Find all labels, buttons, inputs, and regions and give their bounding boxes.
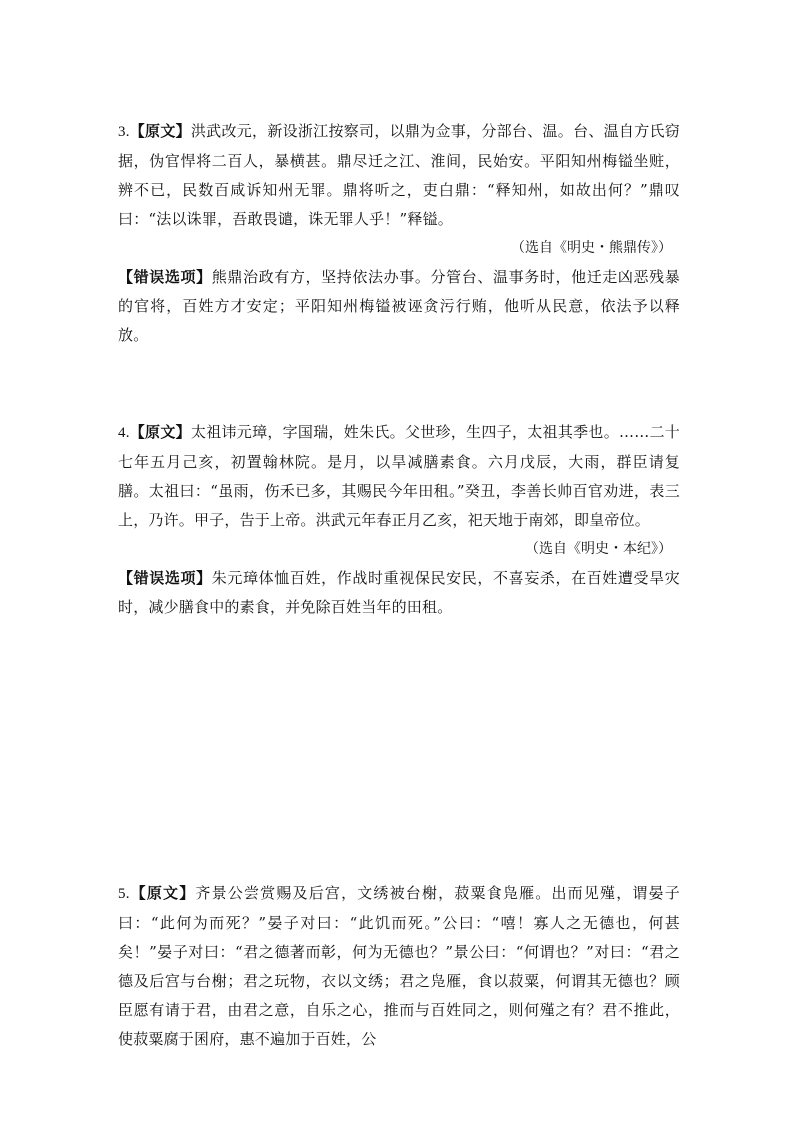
wrong-option-label: 【错误选项】	[118, 268, 212, 286]
question-number: 3.	[118, 124, 130, 140]
original-text: 太祖讳元璋，字国瑞，姓朱氏。父世珍，生四子，太祖其季也。……二十七年五月己亥，初置翰林院。是月，以旱减膳素食。六月戊辰，大雨，群臣请复膳。太祖曰：“虽雨，伤禾已多，其赐民今年田租。”癸丑，李善长帅百官劝进，表三上，乃许。甲子，告于上帝。洪武元年春正月乙亥，祀天地于南郊，即皇帝位。	[118, 423, 680, 529]
question-number: 5.	[118, 886, 130, 902]
question-3-original	[118, 117, 680, 234]
wrong-option-text: 朱元璋体恤百姓，作战时重视保民安民，不喜妄杀，在百姓遭受旱灾时，减少膳食中的素食，并免除百姓当年的田租。	[118, 569, 681, 616]
source-citation: （选自《明史・熊鼎传》）	[511, 240, 672, 256]
original-label: 【原文】	[129, 122, 191, 140]
question-3-wrong-option	[118, 263, 680, 350]
question-4-wrong-option	[118, 564, 680, 622]
question-4	[118, 418, 680, 622]
question-5-original	[118, 879, 680, 1054]
wrong-option-label: 【错误选项】	[118, 569, 212, 587]
question-number: 4.	[118, 425, 130, 441]
original-text: 洪武改元，新设浙江按察司，以鼎为佥事，分部台、温。台、温自方氏窃据，伪官悍将二百人，暴横甚。鼎尽迁之江、淮间，民始安。平阳知州梅镒坐赃，辨不已，民数百咸诉知州无罪。鼎将听之，吏白鼎：“释知州，如故出何？”鼎叹曰：“法以诛罪，吾敢畏谴，诛无罪人乎！”释镒。	[118, 122, 680, 228]
question-5	[118, 879, 680, 1054]
original-label: 【原文】	[129, 423, 191, 441]
wrong-option-text: 熊鼎治政有方，坚持依法办事。分管台、温事务时，他迁走凶恶残暴的官将，百姓方才安定；平阳知州梅镒被诬贪污行贿，他听从民意，依法予以释放。	[118, 268, 681, 344]
question-4-original	[118, 418, 680, 535]
original-text: 齐景公尝赏赐及后宫，文绣被台榭，菽粟食凫雁。出而见殣，谓晏子曰：“此何为而死？”晏子对曰：“此饥而死。”公曰：“嘻！寡人之无德也，何甚矣！”晏子对曰：“君之德著而彰，何为无德也？”景公曰：“何谓也？”对曰：“君之德及后宫与台榭；君之玩物，衣以文绣；君之凫雁，食以菽粟，何谓其无德也？顾臣愿有请于君，由君之意，自乐之心，推而与百姓同之，则何殣之有？君不推此，使菽粟腐于囷府，惠不遍加于百姓，公	[118, 884, 680, 1048]
question-3	[118, 117, 680, 350]
source-citation: （选自《明史・本纪》）	[525, 541, 672, 557]
original-label: 【原文】	[129, 884, 196, 902]
